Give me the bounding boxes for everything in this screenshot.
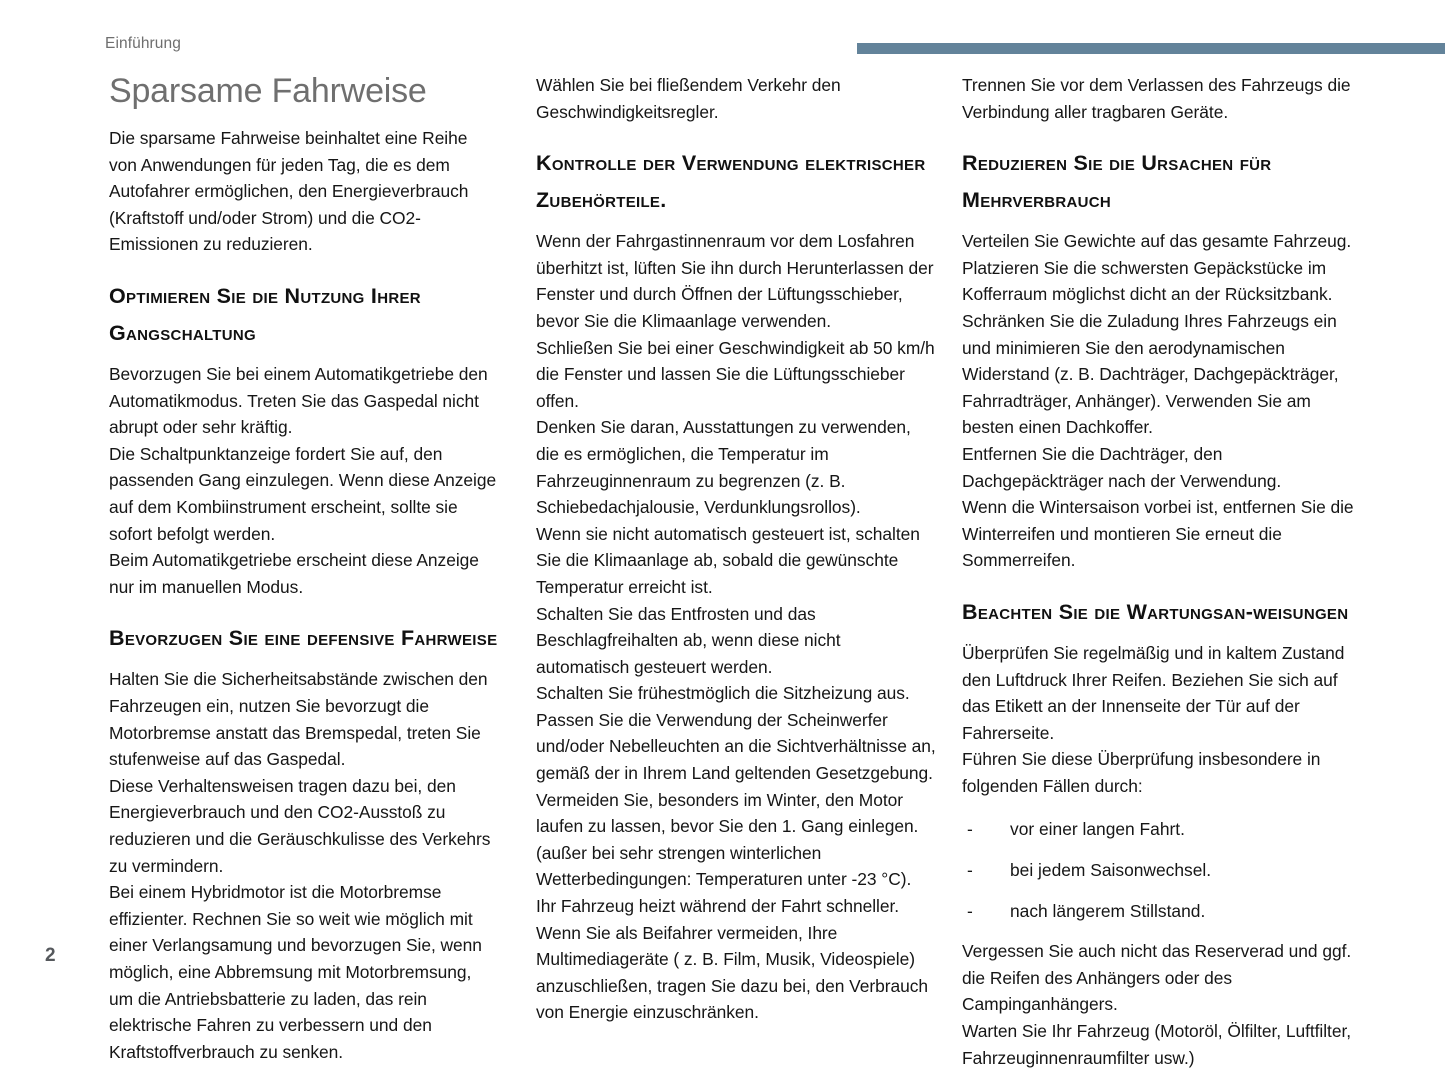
dash-bullet-icon: - — [967, 819, 973, 840]
page-columns — [0, 72, 1445, 1068]
section-heading — [109, 620, 499, 657]
body-paragraph: Die Schaltpunktanzeige fordert Sie auf, den passenden Gang einzulegen. Wenn diese Anzeige auf dem Kombiinstrument erscheint, sollte sie sofort befolgt werden. — [109, 443, 497, 544]
body-paragraph: Schalten Sie das Entfrosten und das Beschlagfreihalten ab, wenn diese nicht automatisch gesteuert werden. — [536, 603, 841, 677]
body-paragraph: Verteilen Sie Gewichte auf das gesamte Fahrzeug. Platzieren Sie die schwersten Gepäckstücke im Kofferraum möglichst dicht an der Rücksitzbank. — [962, 231, 1352, 305]
body-paragraph: Schließen Sie bei einer Geschwindigkeit ab 50 km/h die Fenster und lassen Sie die Lüftungsschieber offen. — [536, 337, 935, 411]
section-heading — [962, 594, 1362, 631]
body-paragraph: Trennen Sie vor dem Verlassen des Fahrzeugs die Verbindung aller tragbaren Geräte. — [962, 75, 1351, 122]
list-item-label: vor einer langen Fahrt. — [1010, 819, 1185, 840]
body-paragraph: Führen Sie diese Überprüfung insbesondere in folgenden Fällen durch: — [962, 749, 1321, 796]
section-heading — [962, 145, 1362, 219]
running-head: Einführung — [105, 35, 181, 52]
body-paragraph: Wenn der Fahrgastinnenraum vor dem Losfahren überhitzt ist, lüften Sie ihn durch Herunterlassen der Fenster und durch Öffnen der Lüftungsschieber, bevor Sie die Klimaanlage verwenden. — [536, 231, 934, 331]
list-item — [962, 898, 1362, 925]
body-paragraph: Beim Automatikgetriebe erscheint diese Anzeige nur im manuellen Modus. — [109, 550, 479, 597]
body-paragraph: Passen Sie die Verwendung der Scheinwerfer und/oder Nebelleuchten an die Sichtverhältnisse an, gemäß der in Ihrem Land geltenden Gesetzgebung. — [536, 709, 936, 784]
list-item — [962, 857, 1362, 884]
page-header — [0, 0, 1445, 70]
section-heading — [109, 278, 499, 352]
text-column-1 — [109, 72, 499, 1065]
section-heading-text: Bevorzugen Sie eine defensive Fahrweise — [109, 626, 498, 651]
checklist — [962, 816, 1362, 924]
body-paragraph: Entfernen Sie die Dachträger, den Dachgepäckträger nach der Verwendung. — [962, 443, 1282, 491]
body-paragraph: Vergessen Sie auch nicht das Reserverad und ggf. die Reifen des Anhängers oder des Campinganhängers. — [962, 941, 1352, 1015]
body-paragraph: Halten Sie die Sicherheitsabstände zwischen den Fahrzeugen ein, nutzen Sie bevorzugt die Motorbremse anstatt das Bremspedal, treten Sie stufenweise auf das Gaspedal. — [109, 669, 488, 770]
body-paragraph: Bei einem Hybridmotor ist die Motorbremse effizienter. Rechnen Sie so weit wie möglich mit einer Verlangsamung und bevorzugen Sie, wenn möglich, eine Abbremsung mit Motorbremsung, um die Antriebsbatterie zu laden, das rein elektrische Fahren zu verbessern und den Kraftstoffverbrauch zu senken. — [109, 882, 482, 1062]
page-number: 2 — [45, 945, 56, 966]
page-title: Sparsame Fahrweise — [109, 72, 427, 110]
text-column-3 — [962, 72, 1362, 1071]
header-rule — [857, 43, 1445, 54]
dash-bullet-icon: - — [967, 860, 973, 881]
body-paragraph: Vermeiden Sie, besonders im Winter, den Motor laufen zu lassen, bevor Sie den 1. Gang einlegen.(außer bei sehr strengen winterlichen Wetterbedingungen: Temperaturen unter -23 °C). Ihr Fahrzeug heizt während der Fahrt schneller. — [536, 789, 919, 917]
body-paragraph: Schränken Sie die Zuladung Ihres Fahrzeugs ein und minimieren Sie den aerodynamischen Widerstand (z. B. Dachträger, Dachgepäckträger, Fahrradträger, Anhänger). Verwenden Sie am besten einen Dachkoffer. — [962, 310, 1339, 438]
body-paragraph: Wenn sie nicht automatisch gesteuert ist, schalten Sie die Klimaanlage ab, sobald die gewünschte Temperatur erreicht ist. — [536, 523, 920, 597]
list-item — [962, 816, 1362, 843]
section-heading — [536, 145, 936, 219]
body-paragraph: Bevorzugen Sie bei einem Automatikgetriebe den Automatikmodus. Treten Sie das Gaspedal nicht abrupt oder sehr kräftig. — [109, 364, 488, 438]
body-paragraph: Wählen Sie bei fließendem Verkehr den Geschwindigkeitsregler. — [536, 75, 841, 122]
dash-bullet-icon: - — [967, 900, 973, 921]
list-item-label: bei jedem Saisonwechsel. — [1010, 860, 1212, 881]
text-column-2 — [536, 72, 936, 1026]
body-paragraph: Diese Verhaltensweisen tragen dazu bei, den Energieverbrauch und den CO2-Ausstoß zu reduzieren und die Geräuschkulisse des Verkehrs zu vermindern. — [109, 775, 491, 876]
body-paragraph: Schalten Sie frühestmöglich die Sitzheizung aus. — [536, 683, 910, 704]
section-heading-text: Kontrolle der Verwendung elektrischer Zubehörteile. — [536, 151, 926, 213]
section-heading-text: Optimieren Sie die Nutzung Ihrer Gangschaltung — [109, 284, 421, 346]
list-item-label: nach längerem Stillstand. — [1010, 900, 1206, 921]
body-paragraph: Wenn Sie als Beifahrer vermeiden, Ihre Multimediageräte ( z. B. Film, Musik, Videospiele) anzuschließen, tragen Sie dazu bei, den Verbrauch von Energie einzuschränken. — [536, 922, 928, 1023]
body-paragraph: Denken Sie daran, Ausstattungen zu verwenden, die es ermöglichen, die Temperatur im Fahrzeuginnenraum zu begrenzen (z. B. Schiebedachjalousie, Verdunklungsrollos). — [536, 417, 911, 518]
body-paragraph: Die sparsame Fahrweise beinhaltet eine Reihe von Anwendungen für jeden Tag, die es dem Autofahrer ermöglichen, den Energieverbrauch (Kraftstoff und/oder Strom) und die CO2-Emissionen zu reduzieren. — [109, 128, 469, 255]
body-paragraph: Überprüfen Sie regelmäßig und in kaltem Zustand den Luftdruck Ihrer Reifen. Beziehen Sie sich auf das Etikett an der Innenseite der Tür auf der Fahrerseite. — [962, 642, 1345, 743]
body-paragraph: Wenn die Wintersaison vorbei ist, entfernen Sie die Winterreifen und montieren Sie erneut die Sommerreifen. — [962, 497, 1354, 571]
body-paragraph: Warten Sie Ihr Fahrzeug (Motoröl, Ölfilter, Luftfilter, Fahrzeuginnenraumfilter usw.) — [962, 1021, 1352, 1068]
section-heading-text: Reduzieren Sie die Ursachen für Mehrverbrauch — [962, 151, 1272, 213]
section-heading-text: Beachten Sie die Wartungsan-weisungen — [962, 599, 1349, 624]
